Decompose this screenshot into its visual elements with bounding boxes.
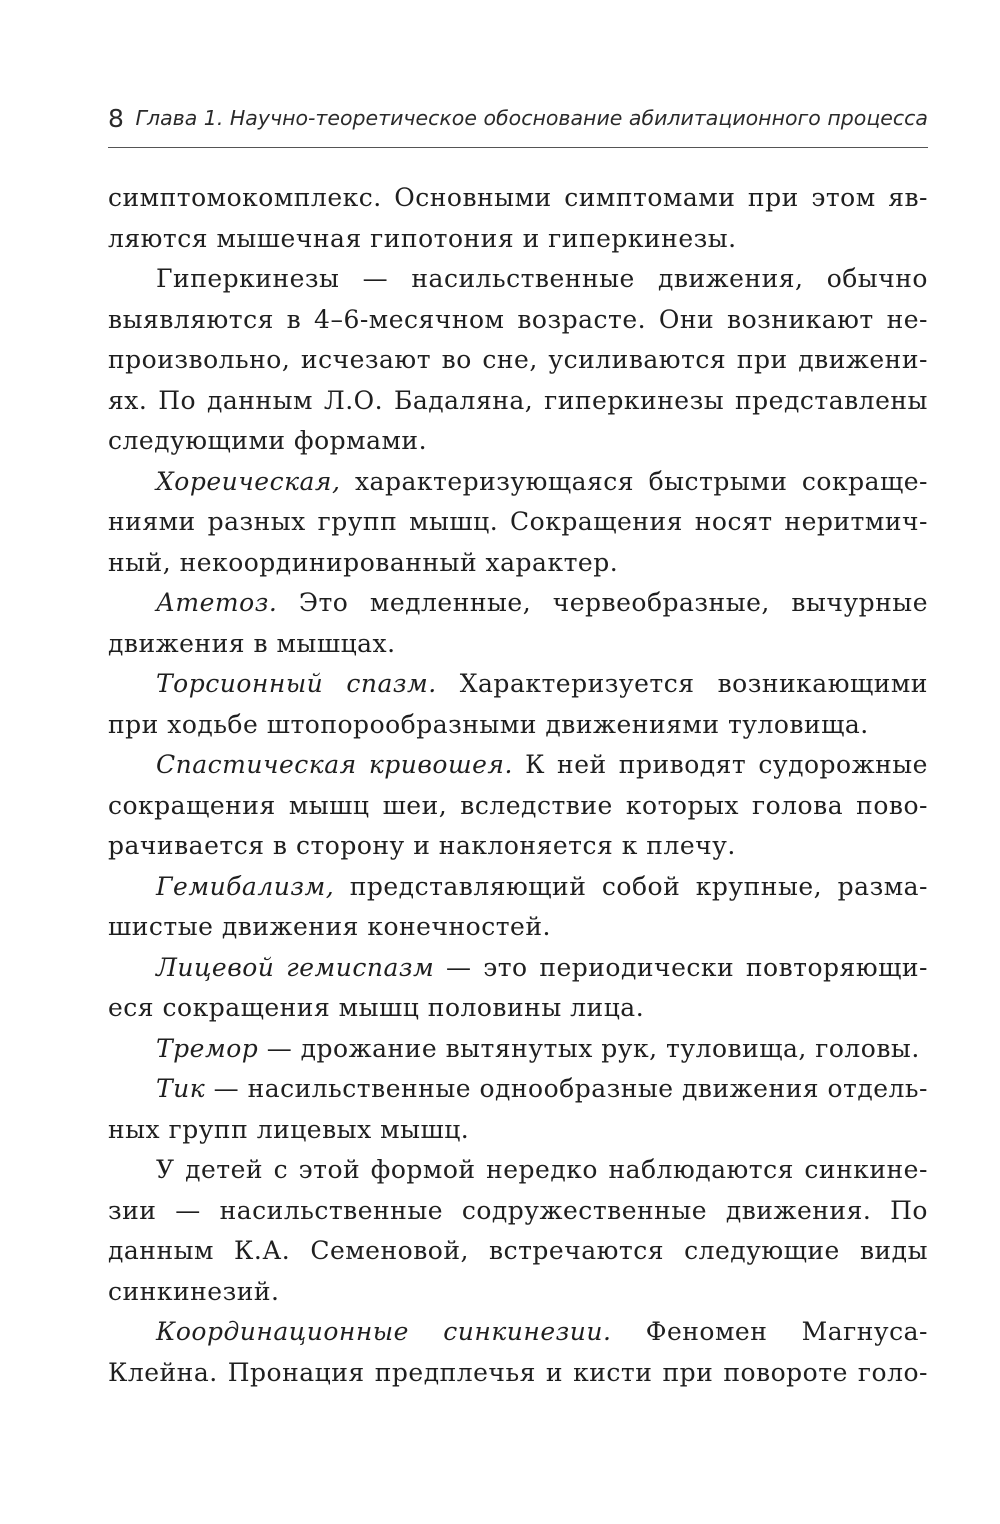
text-line: симптомокомплекс. Основными симптомами при этом яв- [108,183,928,212]
text-line: Клейна. Пронация предплечья и кисти при повороте голо- [108,1357,928,1387]
text-line: Торсионный спазм. Характеризуется возникающими [156,669,928,698]
text-line: рачивается в сторону и наклоняется к плечу. [108,831,736,860]
text-line: еся сокращения мышц половины лица. [108,993,645,1022]
text-line: Координационные синкинезии. Феномен Магнуса- [156,1317,928,1346]
page-header [108,104,928,144]
header-rule [108,147,928,148]
text-line: Лицевой гемиспазм — это периодически повторяющи- [156,952,928,982]
text-line: ный, некоординированный характер. [108,547,619,577]
text-line: Гемибализм, представляющий собой крупные, разма- [156,871,928,901]
text-line: зии — насильственные содружественные движения. По [108,1195,928,1225]
text-line: ниями разных групп мышц. Сокращения носят неритмич- [108,507,928,536]
body-text [108,178,928,1393]
text-line: ляются мышечная гипотония и гиперкинезы. [108,223,737,253]
text-line: шистые движения конечностей. [108,912,551,941]
text-line: при ходьбе штопорообразными движениями туловища. [108,709,869,739]
running-head: Глава 1. Научно-теоретическое обоснование абилитационного процесса [135,106,928,130]
page-number: 8 [108,104,124,133]
text-line: синкинезий. [108,1276,280,1306]
text-line: Спастическая кривошея. К ней приводят судорожные [156,750,928,779]
text-line: данным К.А. Семеновой, встречаются следующие виды [108,1236,928,1265]
term-italic: Тремор [156,1033,259,1063]
text-line: выявляются в 4–6-месячном возрасте. Они возникают не- [108,304,928,334]
text-line: ях. По данным Л.О. Бадаляна, гиперкинезы представлены [108,385,928,415]
text-line: произвольно, исчезают во сне, усиливаются при движени- [108,345,928,374]
text-line: Тремор — дрожание вытянутых рук, туловища, головы. [156,1033,920,1063]
text-line: Гиперкинезы — насильственные движения, обычно [156,264,928,293]
text-line: Тик — насильственные однообразные движения отдель- [156,1074,928,1103]
text-line: Атетоз. Это медленные, червеобразные, вычурные [156,588,928,617]
text-line: ных групп лицевых мышц. [108,1114,470,1144]
text-line: У детей с этой формой нередко наблюдаются синкине- [156,1155,928,1184]
text-line: Хореическая, характеризующаяся быстрыми сокраще- [156,466,928,496]
text-line: сокращения мышц шеи, вследствие которых голова пово- [108,790,928,820]
text-line: следующими формами. [108,426,428,455]
text-line: движения в мышцах. [108,628,396,658]
